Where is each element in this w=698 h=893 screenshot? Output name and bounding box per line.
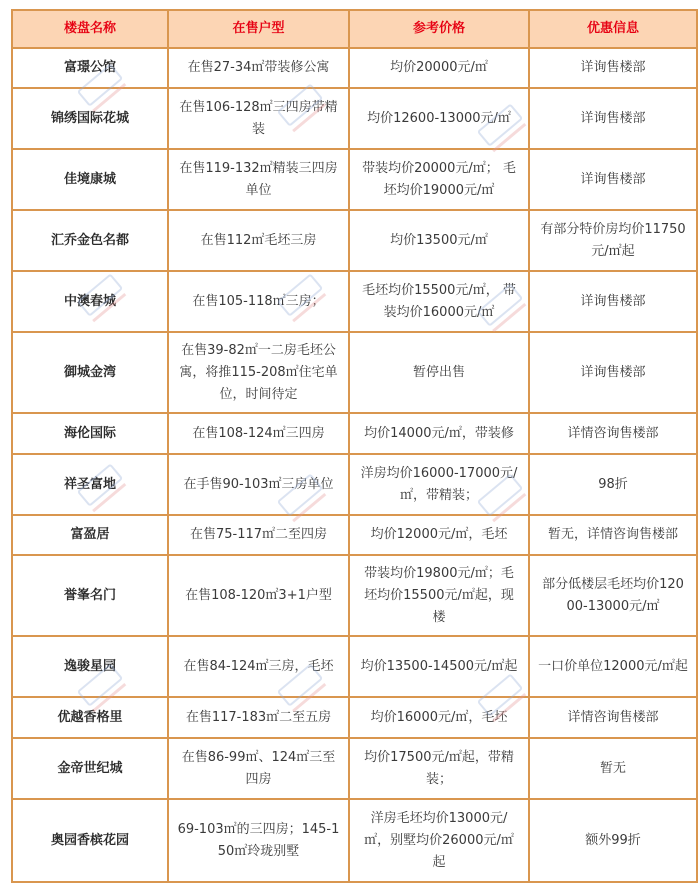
header-reference-price: 参考价格 bbox=[349, 10, 529, 48]
offer-info: 详情咨询售楼部 bbox=[529, 413, 697, 454]
units-on-sale: 在售117-183㎡二至五房 bbox=[168, 697, 349, 738]
property-name: 富盈居 bbox=[12, 515, 168, 555]
property-name: 御城金湾 bbox=[12, 332, 168, 413]
table-row bbox=[12, 48, 697, 88]
units-on-sale: 在售39-82㎡一二房毛坯公寓，将推115-208㎡住宅单位，时间待定 bbox=[168, 332, 349, 413]
offer-info: 98折 bbox=[529, 454, 697, 515]
offer-info: 有部分特价房均价11750元/㎡起 bbox=[529, 210, 697, 271]
units-on-sale: 在售119-132㎡精装三四房单位 bbox=[168, 149, 349, 210]
table-row bbox=[12, 413, 697, 454]
property-name: 汇乔金色名都 bbox=[12, 210, 168, 271]
offer-info: 详询售楼部 bbox=[529, 271, 697, 332]
units-on-sale: 在售108-120㎡3+1户型 bbox=[168, 555, 349, 636]
offer-info: 详询售楼部 bbox=[529, 332, 697, 413]
listing-table-container bbox=[11, 9, 696, 883]
units-on-sale: 在售84-124㎡三房，毛坯 bbox=[168, 636, 349, 697]
property-name: 逸骏星园 bbox=[12, 636, 168, 697]
reference-price: 洋房毛坯均价13000元/㎡，别墅均价26000元/㎡起 bbox=[349, 799, 529, 882]
table-row bbox=[12, 454, 697, 515]
table-header-row bbox=[12, 10, 697, 48]
property-name: 金帝世纪城 bbox=[12, 738, 168, 799]
property-name: 奥园香槟花园 bbox=[12, 799, 168, 882]
units-on-sale: 在售75-117㎡二至四房 bbox=[168, 515, 349, 555]
reference-price: 暂停出售 bbox=[349, 332, 529, 413]
property-name: 海伦国际 bbox=[12, 413, 168, 454]
property-name: 祥圣富地 bbox=[12, 454, 168, 515]
header-offer-info: 优惠信息 bbox=[529, 10, 697, 48]
offer-info: 详询售楼部 bbox=[529, 88, 697, 149]
property-name: 誉峯名门 bbox=[12, 555, 168, 636]
units-on-sale: 在售108-124㎡三四房 bbox=[168, 413, 349, 454]
reference-price: 均价14000元/㎡，带装修 bbox=[349, 413, 529, 454]
reference-price: 均价17500元/㎡起，带精装； bbox=[349, 738, 529, 799]
table-row bbox=[12, 210, 697, 271]
property-name: 中澳春城 bbox=[12, 271, 168, 332]
reference-price: 带装均价20000元/㎡； 毛坯均价19000元/㎡ bbox=[349, 149, 529, 210]
table-row bbox=[12, 636, 697, 697]
property-name: 优越香格里 bbox=[12, 697, 168, 738]
reference-price: 均价13500元/㎡ bbox=[349, 210, 529, 271]
offer-info: 暂无，详情咨询售楼部 bbox=[529, 515, 697, 555]
offer-info: 详情咨询售楼部 bbox=[529, 697, 697, 738]
offer-info: 暂无 bbox=[529, 738, 697, 799]
reference-price: 均价16000元/㎡，毛坯 bbox=[349, 697, 529, 738]
offer-info: 详询售楼部 bbox=[529, 149, 697, 210]
units-on-sale: 在售86-99㎡、124㎡三至四房 bbox=[168, 738, 349, 799]
units-on-sale: 69-103㎡的三四房；145-150㎡玲珑别墅 bbox=[168, 799, 349, 882]
property-listing-table bbox=[11, 9, 698, 883]
reference-price: 均价13500-14500元/㎡起 bbox=[349, 636, 529, 697]
table-row bbox=[12, 332, 697, 413]
offer-info: 额外99折 bbox=[529, 799, 697, 882]
reference-price: 洋房均价16000-17000元/㎡，带精装； bbox=[349, 454, 529, 515]
offer-info: 详询售楼部 bbox=[529, 48, 697, 88]
reference-price: 均价12600-13000元/㎡ bbox=[349, 88, 529, 149]
header-units-on-sale: 在售户型 bbox=[168, 10, 349, 48]
offer-info: 部分低楼层毛坯均价12000-13000元/㎡ bbox=[529, 555, 697, 636]
reference-price: 带装均价19800元/㎡；毛坯均价15500元/㎡起，现楼 bbox=[349, 555, 529, 636]
header-property-name: 楼盘名称 bbox=[12, 10, 168, 48]
table-row bbox=[12, 515, 697, 555]
offer-info: 一口价单位12000元/㎡起 bbox=[529, 636, 697, 697]
units-on-sale: 在售112㎡毛坯三房 bbox=[168, 210, 349, 271]
units-on-sale: 在售105-118㎡三房； bbox=[168, 271, 349, 332]
property-name: 佳境康城 bbox=[12, 149, 168, 210]
table-row bbox=[12, 149, 697, 210]
table-row bbox=[12, 88, 697, 149]
table-row bbox=[12, 738, 697, 799]
table-row bbox=[12, 271, 697, 332]
reference-price: 均价20000元/㎡ bbox=[349, 48, 529, 88]
reference-price: 均价12000元/㎡，毛坯 bbox=[349, 515, 529, 555]
units-on-sale: 在手售90-103㎡三房单位 bbox=[168, 454, 349, 515]
units-on-sale: 在售27-34㎡带装修公寓 bbox=[168, 48, 349, 88]
units-on-sale: 在售106-128㎡三四房带精装 bbox=[168, 88, 349, 149]
table-row bbox=[12, 799, 697, 882]
property-name: 锦绣国际花城 bbox=[12, 88, 168, 149]
table-row bbox=[12, 697, 697, 738]
property-name: 富璟公馆 bbox=[12, 48, 168, 88]
table-row bbox=[12, 555, 697, 636]
reference-price: 毛坯均价15500元/㎡， 带装均价16000元/㎡ bbox=[349, 271, 529, 332]
